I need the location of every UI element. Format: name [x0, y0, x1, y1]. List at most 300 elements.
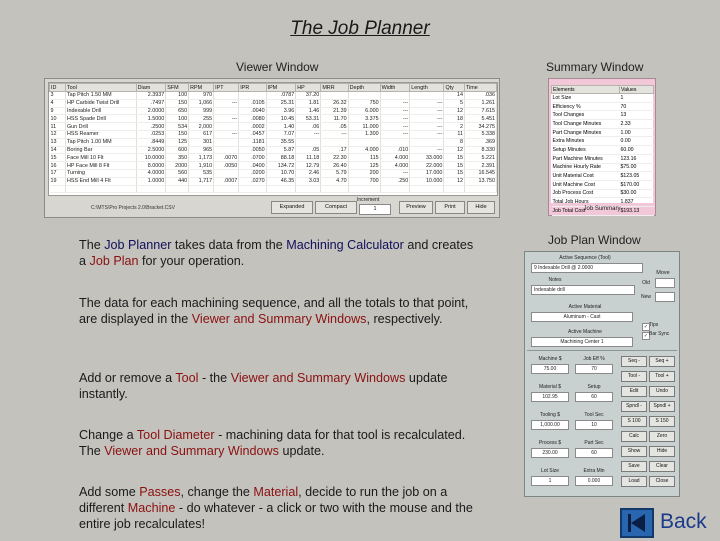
jobplan-button[interactable]: S 100	[621, 416, 647, 427]
table-cell: 9	[50, 107, 66, 115]
summary-header: Elements	[552, 86, 620, 94]
table-cell	[214, 146, 239, 154]
column-header[interactable]: Length	[410, 84, 444, 92]
field-input[interactable]: 1,000.00	[531, 420, 569, 430]
viewer-caption: Viewer Window	[236, 60, 319, 74]
summary-row	[552, 111, 654, 120]
jobplan-caption: Job Plan Window	[548, 233, 641, 247]
table-cell: ---	[410, 146, 444, 154]
summary-element: Extra Minutes	[552, 137, 620, 146]
new-input[interactable]	[655, 292, 675, 302]
summary-element: Part Machine Minutes	[552, 154, 620, 163]
table-cell: ---	[380, 169, 410, 177]
table-cell: 5.79	[321, 169, 348, 177]
table-cell: 650	[166, 107, 189, 115]
table-cell: ---	[410, 130, 444, 138]
summary-value: 1.837	[620, 198, 654, 207]
table-cell: 255	[189, 115, 214, 123]
table-cell: 2.391	[464, 162, 496, 170]
table-cell: 11.18	[296, 154, 321, 162]
summary-value: 70	[620, 102, 654, 111]
table-cell: .0400	[239, 162, 266, 170]
table-row[interactable]	[50, 169, 497, 177]
table-cell: 2.5000	[136, 146, 166, 154]
active-machine-label: Active Machine	[568, 329, 602, 335]
field-input[interactable]: 230.00	[531, 448, 569, 458]
summary-value: 123.16	[620, 154, 654, 163]
summary-row	[552, 146, 654, 155]
tips-label: Tips	[649, 322, 659, 328]
table-cell: 560	[166, 169, 189, 177]
summary-element: Tool Changes	[552, 111, 620, 120]
table-cell: ---	[410, 115, 444, 123]
paragraph-passes: Add some Passes, change the Material, decide to run the job on a different Machine - do whatever - a click or two with the mouse and the entire job recalculates!	[79, 485, 473, 531]
column-header[interactable]: IPT	[214, 84, 239, 92]
table-cell: Gun Drill	[65, 123, 136, 131]
table-cell: 11	[50, 123, 66, 131]
table-cell: 13	[50, 138, 66, 146]
summary-value: $193.13	[620, 206, 654, 215]
table-cell: 17.000	[410, 169, 444, 177]
table-cell: 2,000	[189, 123, 214, 131]
summary-value: 13	[620, 111, 654, 120]
summary-value: $123.05	[620, 172, 654, 181]
table-cell: 4.0000	[136, 169, 166, 177]
table-row[interactable]	[50, 130, 497, 138]
table-cell: 2.3937	[136, 92, 166, 100]
machine-select[interactable]: Machining Center 1	[531, 337, 633, 347]
table-cell: 1.40	[266, 123, 296, 131]
table-cell: 15	[444, 154, 465, 162]
table-cell: 14	[444, 92, 465, 100]
table-cell: 11.70	[321, 115, 348, 123]
active-material-label: Active Material	[568, 304, 602, 310]
table-cell: HSS Reamer	[65, 130, 136, 138]
table-cell: .0200	[239, 169, 266, 177]
jobplan-button[interactable]: Edit	[621, 386, 647, 397]
table-cell: .010	[380, 146, 410, 154]
table-cell: 12	[444, 107, 465, 115]
table-cell: 7.07	[266, 130, 296, 138]
table-cell: 46.35	[266, 177, 296, 185]
field-input[interactable]: 70	[575, 364, 613, 374]
summary-value: 0.00	[620, 137, 654, 146]
table-cell: .0002	[239, 123, 266, 131]
bar-sync-label: Bar Sync	[649, 331, 670, 337]
column-header[interactable]: IPM	[266, 84, 296, 92]
table-cell: 15	[50, 154, 66, 162]
table-cell: 1.81	[296, 99, 321, 107]
table-cell: 700	[348, 177, 380, 185]
table-cell: 301	[189, 138, 214, 146]
active-sequence-select[interactable]: 9 Indexable Drill @ 2.0000	[531, 263, 643, 273]
table-cell: 11.000	[348, 123, 380, 131]
jobplan-button[interactable]: Load	[621, 476, 647, 487]
table-cell: 15	[444, 162, 465, 170]
table-cell: 4.000	[348, 146, 380, 154]
preview-button[interactable]: Preview	[399, 201, 433, 214]
table-cell: 33.000	[410, 154, 444, 162]
table-cell	[321, 138, 348, 146]
paragraph-data: The data for each machining sequence, and all the totals to that point, are displayed in the Viewer and Summary Windows, respectively.	[79, 296, 469, 326]
summary-element: Job Total Cost	[552, 206, 620, 215]
table-cell: Tap Pitch 1.00 MM	[65, 138, 136, 146]
table-cell: 100	[166, 92, 189, 100]
table-cell: ---	[380, 99, 410, 107]
jobplan-button[interactable]: Save	[621, 461, 647, 472]
summary-value: $170.00	[620, 180, 654, 189]
viewer-grid[interactable]	[48, 82, 498, 196]
summary-element: Lot Size	[552, 94, 620, 103]
table-cell: 150	[166, 99, 189, 107]
table-cell: ---	[380, 130, 410, 138]
table-cell: .369	[464, 138, 496, 146]
table-cell: 12	[444, 177, 465, 185]
table-cell: 970	[189, 92, 214, 100]
column-header[interactable]: Tool	[65, 84, 136, 92]
summary-value: $30.00	[620, 189, 654, 198]
table-cell: .0050	[214, 162, 239, 170]
field-label: Material $	[539, 384, 561, 390]
field-label: Setup	[587, 384, 601, 390]
summary-element: Efficiency %	[552, 102, 620, 111]
field-label: Tool Sec	[584, 412, 604, 418]
notes-label: Notes	[548, 277, 562, 283]
table-cell	[214, 92, 239, 100]
jobplan-button[interactable]: Hide	[649, 446, 675, 457]
table-cell: 2000	[166, 162, 189, 170]
table-cell: 4	[50, 99, 66, 107]
back-arrow-icon[interactable]	[620, 508, 654, 538]
table-cell	[239, 92, 266, 100]
table-cell: .0007	[214, 177, 239, 185]
jobplan-button[interactable]: Seq -	[621, 356, 647, 367]
summary-element: Total Job Hours	[552, 198, 620, 207]
table-cell: 3.03	[296, 177, 321, 185]
table-cell: 15	[444, 169, 465, 177]
table-cell: 5.338	[464, 130, 496, 138]
table-cell: ---	[380, 123, 410, 131]
print-button[interactable]: Print	[435, 201, 465, 214]
table-cell: HP Carbide Twist Drill	[65, 99, 136, 107]
table-cell: HSS Spade Drill	[65, 115, 136, 123]
jobplan-button[interactable]: Tool +	[649, 371, 675, 382]
jobplan-button[interactable]: Calc	[621, 431, 647, 442]
notes-input[interactable]: Indexable drill	[531, 285, 635, 295]
summary-value: $75.00	[620, 163, 654, 172]
summary-element: Unit Material Cost	[552, 172, 620, 181]
table-row[interactable]	[50, 146, 497, 154]
table-cell: .0105	[239, 99, 266, 107]
table-cell: 750	[348, 99, 380, 107]
table-cell: .8449	[136, 138, 166, 146]
table-cell	[348, 92, 380, 100]
table-row[interactable]	[50, 107, 497, 115]
table-cell: 3	[50, 92, 66, 100]
table-cell: 134.72	[266, 162, 296, 170]
field-label: Extra Min	[583, 468, 605, 474]
table-cell: .1181	[239, 138, 266, 146]
divider	[527, 350, 677, 351]
column-header[interactable]: Time	[464, 84, 496, 92]
table-cell: 13.750	[464, 177, 496, 185]
table-cell: 16.545	[464, 169, 496, 177]
summary-element: Unit Machine Cost	[552, 180, 620, 189]
field-label: Process $	[538, 440, 562, 446]
table-cell: 21.39	[321, 107, 348, 115]
jobplan-button[interactable]: Spndl +	[649, 401, 675, 412]
column-header[interactable]: Qty	[444, 84, 465, 92]
file-path: C:\MTS\Pro Projects 2.0\Bracket.CSV	[91, 205, 175, 211]
column-header[interactable]: HP	[296, 84, 321, 92]
summary-row	[552, 102, 654, 111]
table-cell: .0080	[239, 115, 266, 123]
table-cell: 4.000	[380, 154, 410, 162]
jobplan-button[interactable]: Zero	[649, 431, 675, 442]
table-cell: .0787	[266, 92, 296, 100]
table-cell: ---	[296, 130, 321, 138]
table-cell	[321, 92, 348, 100]
table-cell: .05	[321, 123, 348, 131]
table-cell: 88.18	[266, 154, 296, 162]
table-cell: 22.30	[321, 154, 348, 162]
table-cell: 6.000	[348, 107, 380, 115]
table-cell: 11	[444, 130, 465, 138]
table-row[interactable]	[50, 162, 497, 170]
bar-sync-checkbox[interactable]: ✓	[643, 333, 649, 339]
table-cell: 440	[166, 177, 189, 185]
table-cell: .0070	[214, 154, 239, 162]
summary-row	[552, 180, 654, 189]
jobplan-button[interactable]: S 150	[649, 416, 675, 427]
column-header[interactable]: ID	[50, 84, 66, 92]
table-cell: 25.31	[266, 99, 296, 107]
table-cell: .17	[321, 146, 348, 154]
table-cell	[214, 169, 239, 177]
table-cell: 26.40	[321, 162, 348, 170]
increment-input[interactable]: 1	[359, 204, 391, 215]
table-cell: 1.261	[464, 99, 496, 107]
table-cell: ---	[321, 130, 348, 138]
jobplan-button[interactable]: Tool -	[621, 371, 647, 382]
jobplan-button[interactable]: Show	[621, 446, 647, 457]
table-cell: 1,066	[189, 99, 214, 107]
table-cell: Boring Bar	[65, 146, 136, 154]
back-button[interactable]: Back	[660, 510, 707, 533]
summary-element: Tool Change Minutes	[552, 120, 620, 129]
table-cell: 12	[444, 146, 465, 154]
table-cell: Tap Pitch 1.50 MM	[65, 92, 136, 100]
table-cell	[214, 138, 239, 146]
field-label: Part Sec	[584, 440, 604, 446]
column-header[interactable]: Diam	[136, 84, 166, 92]
table-cell: 10.000	[410, 177, 444, 185]
viewer-window	[44, 78, 500, 218]
field-label: Lot Size	[540, 468, 560, 474]
field-input[interactable]: 0.000	[575, 476, 613, 486]
paragraph-diameter: Change a Tool Diameter - machining data for that tool is recalculated. The Viewer and Summary Windows update.	[79, 428, 466, 458]
empty-row	[50, 185, 497, 193]
table-cell: .2500	[136, 123, 166, 131]
move-label: Move	[656, 270, 670, 276]
table-cell: ---	[410, 107, 444, 115]
table-cell: .0253	[136, 130, 166, 138]
summary-row	[552, 94, 654, 103]
jobplan-button[interactable]: Undo	[649, 386, 675, 397]
table-cell: ---	[380, 107, 410, 115]
expanded-button[interactable]: Expanded	[271, 201, 313, 214]
summary-value: 60.00	[620, 146, 654, 155]
summary-value: 1	[620, 94, 654, 103]
table-cell	[214, 123, 239, 131]
table-cell: HP Face Mill 8 Flt	[65, 162, 136, 170]
table-cell: 4.70	[321, 177, 348, 185]
table-row[interactable]	[50, 123, 497, 131]
table-cell	[296, 138, 321, 146]
column-header[interactable]: MRR	[321, 84, 348, 92]
table-cell	[348, 138, 380, 146]
table-cell: ---	[410, 123, 444, 131]
table-cell: Indexable Drill	[65, 107, 136, 115]
column-header[interactable]: SFM	[166, 84, 189, 92]
old-input[interactable]	[655, 278, 675, 288]
table-cell: 5.87	[266, 146, 296, 154]
table-cell: 100	[166, 115, 189, 123]
column-header[interactable]: Width	[380, 84, 410, 92]
table-cell	[410, 92, 444, 100]
table-cell	[380, 138, 410, 146]
table-cell: 1.5000	[136, 115, 166, 123]
table-cell	[380, 92, 410, 100]
table-cell: 534	[166, 123, 189, 131]
table-cell: 2.46	[296, 169, 321, 177]
table-cell: 26.32	[321, 99, 348, 107]
table-cell: 12	[50, 130, 66, 138]
table-row[interactable]	[50, 99, 497, 107]
field-input[interactable]: 75.00	[531, 364, 569, 374]
summary-footer: Job Summary	[583, 206, 621, 212]
table-cell: .250	[380, 177, 410, 185]
table-cell: 150	[166, 130, 189, 138]
table-row[interactable]	[50, 177, 497, 185]
table-cell: 16	[50, 162, 66, 170]
field-input[interactable]: 60	[575, 448, 613, 458]
table-cell: 12.79	[296, 162, 321, 170]
summary-row	[552, 128, 654, 137]
table-cell: 999	[189, 107, 214, 115]
table-cell: 4.000	[380, 162, 410, 170]
field-input[interactable]: 60	[575, 392, 613, 402]
field-input[interactable]: 1	[531, 476, 569, 486]
jobplan-window	[524, 251, 680, 497]
page-title: The Job Planner	[290, 18, 430, 39]
table-cell: 17	[50, 169, 66, 177]
field-label: Tooling $	[539, 412, 560, 418]
table-cell: 5.221	[464, 154, 496, 162]
summary-window	[548, 78, 656, 216]
summary-row	[552, 154, 654, 163]
table-cell: 1.300	[348, 130, 380, 138]
material-select[interactable]: Aluminum - Cast	[531, 312, 633, 322]
jobplan-button[interactable]: Spndl -	[621, 401, 647, 412]
table-row[interactable]	[50, 115, 497, 123]
compact-button[interactable]: Compact	[315, 201, 357, 214]
jobplan-button[interactable]: Close	[649, 476, 675, 487]
table-cell: ---	[214, 130, 239, 138]
field-label: Job Eff %	[583, 356, 605, 362]
table-cell: 10	[50, 115, 66, 123]
paragraph-tool: Add or remove a Tool - the Viewer and Summary Windows update instantly.	[79, 371, 448, 401]
table-cell: 53.31	[296, 115, 321, 123]
field-label: Machine $	[538, 356, 562, 362]
table-cell: 965	[189, 146, 214, 154]
table-cell: 10.70	[266, 169, 296, 177]
table-cell: 350	[166, 154, 189, 162]
table-row[interactable]	[50, 138, 497, 146]
table-cell: ---	[380, 115, 410, 123]
table-cell: 125	[166, 138, 189, 146]
jobplan-button[interactable]: Seq +	[649, 356, 675, 367]
hide-button[interactable]: Hide	[467, 201, 495, 214]
column-header[interactable]: Depth	[348, 84, 380, 92]
table-cell: Turning	[65, 169, 136, 177]
table-cell: 125	[348, 162, 380, 170]
summary-element: Setup Minutes	[552, 146, 620, 155]
summary-row	[552, 120, 654, 129]
summary-row	[552, 163, 654, 172]
table-cell: .0040	[239, 107, 266, 115]
old-label: Old	[642, 280, 650, 286]
table-cell: Face Mill 10 Flt	[65, 154, 136, 162]
table-cell: 10.45	[266, 115, 296, 123]
field-input[interactable]: 102.95	[531, 392, 569, 402]
summary-element: Machine Hourly Rate	[552, 163, 620, 172]
table-cell: 8	[444, 138, 465, 146]
table-cell: ---	[214, 115, 239, 123]
column-header[interactable]: IPR	[239, 84, 266, 92]
column-header[interactable]: RPM	[189, 84, 214, 92]
table-cell: 1,173	[189, 154, 214, 162]
table-cell: 8.0000	[136, 162, 166, 170]
table-cell: 35.55	[266, 138, 296, 146]
table-cell: .05	[296, 146, 321, 154]
table-cell: .0270	[239, 177, 266, 185]
table-cell: 200	[348, 169, 380, 177]
jobplan-button[interactable]: Clear	[649, 461, 675, 472]
table-cell: 1.0000	[136, 177, 166, 185]
table-cell: .0050	[239, 146, 266, 154]
increment-label: Increment	[357, 197, 380, 203]
table-cell: 37.20	[296, 92, 321, 100]
field-input[interactable]: 10	[575, 420, 613, 430]
summary-row	[552, 172, 654, 181]
table-cell: 18	[444, 115, 465, 123]
table-cell: 2.0000	[136, 107, 166, 115]
table-row[interactable]	[50, 92, 497, 100]
table-cell	[214, 107, 239, 115]
summary-row	[552, 137, 654, 146]
table-cell: ---	[410, 99, 444, 107]
tips-checkbox[interactable]: ✓	[643, 324, 649, 330]
table-row[interactable]	[50, 154, 497, 162]
table-cell: 10.0000	[136, 154, 166, 162]
table-cell: 600	[166, 146, 189, 154]
new-label: New	[640, 294, 651, 300]
table-cell: 1,717	[189, 177, 214, 185]
table-cell: 115	[348, 154, 380, 162]
table-cell: ---	[214, 99, 239, 107]
table-cell: 1.46	[296, 107, 321, 115]
